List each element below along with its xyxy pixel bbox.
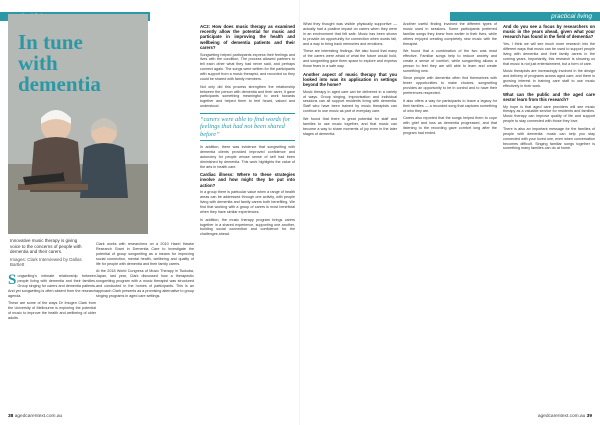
article-paragraph: Not only did this process strengthen the relationship between the person with dementia and their carer, it gave participants something meaningful to work towards together and helped them to feel heard, valued and understood. [200,84,295,109]
hero-title-line: with [18,51,58,75]
article-question: And do you see a focus by researchers on music in the years ahead, given what your research has found in the field of dementia? [503,24,595,40]
article-column [96,242,194,301]
article-paragraph: It also offers a way for participants to leave a legacy for their families — a recorded song that captures something of who they are. [403,98,497,113]
section-label: practical living [551,13,592,20]
hero-photo [8,14,148,234]
hero-title [18,32,101,95]
article-paragraph: These are some of the ways Dr Imogen Clark from the University of Melbourne is exploring the potential of music to improve the health and wellbeing of older adults. [8,301,96,320]
article-question: What can the public and the aged care sector learn from this research? [503,91,595,102]
right-page [300,0,600,425]
article-column [403,22,497,138]
article-paragraph: We found that there is great potential for staff and families to use music together, and that music can become a way to share moments of joy even in the later stages of dementia. [303,116,397,136]
article-question: AC2: How does music therapy as examined recently allow the potential for music and participate in improving the health and wellbeing of dementia patients and their carers? [200,24,295,50]
article-paragraph: My hope is that aged care providers will see music therapy as a valuable service for residents and families. Music therapy can improve quality of life and support people to stay connected with those they love. [503,104,595,124]
publication-url: agedcarentext.com.au [537,414,586,419]
article-question: Another aspect of music therapy that you looked into was its application in settings beyond the home? [303,71,397,87]
hero-title-line: In tune [18,30,83,54]
page-footer [538,414,592,419]
article-paragraph: What they thought was visible physically supportive — actually had a positive impact on carers when they were in an environment that felt safe. Music has been shown to provide an opportunity for connection when words fail, and a way to bring back memories and emotions. [303,22,397,46]
page-footer [8,414,62,419]
article-paragraph: In a group there is particular value when a range of health areas can be addressed through one activity, with people living with dementia and family carers both benefiting. We find that working with a group of carers is most beneficial when they have similar experiences. [200,190,295,215]
article-paragraph: Clark works with researchers on a 2010 Hazel Hawke Research Grant in Dementia Care to investigate the potential of group songwriting as a means for improving social connection, mental health, wellbeing and quality of life for people with dementia and their family carers. [96,242,194,266]
article-paragraph: Songwriting’s intimate relationship between people living with dementia and their families. Group singing for carers and dementia patients. And yet songwriting is often absent from the research agenda. [8,272,96,298]
article-paragraph: In addition, there was evidence that songwriting with dementia clients provided improved confidence and autonomy for people whose sense of self had been diminished by dementia. This work highlights the value of the arts in health care. [200,145,295,169]
article-paragraph: Since people with dementia often find themselves with fewer opportunities to make choices, songwriting provides an opportunity to be in control and to have their preferences respected. [403,76,497,96]
photo-credit: Images: Clark Interviewed by Dallas Bartlett [10,256,82,268]
article-paragraph: In addition, the music therapy program brings carers together in a shared experience, supporting one another, building social connection and confidence for the challenges ahead. [200,217,295,237]
pull-quote: “carers were able to find words for feelings that had not been shared before” [200,113,295,141]
article-paragraph: Songwriting helped participants express their feelings and lives with the condition. The process allowed partners to tell each other what they had never said, and perhaps connect again. The songs were written for the participants with support from a music therapist, and recorded so they could be shared with family members. [200,52,295,82]
page-number: 38 [8,414,14,419]
article-column [8,274,96,324]
article-paragraph: Carers also reported that the songs helped them to cope with grief and loss as dementia progressed, and that listening to the recording gave comfort long after the program had ended. [403,116,497,135]
article-paragraph: At the 2018 World Congress of Music Therapy in Tsukuba, Japan, last year, Clark discussed how a therapeutic songwriting program with a music therapist was structured and conducted in the homes of participants. This is an approach Clark presents as a promising alternative to group singing programs in aged care settings. [96,269,194,298]
publication-url: agedcarentext.com.au [14,414,63,419]
article-column [503,22,595,154]
hero-title-line: dementia [18,72,101,96]
photo-caption [10,238,82,268]
article-paragraph: Yes, I think we will see much more research into the different ways that music can be used to support people living with dementia and their family carers in the coming years. Importantly, this research is showing us that music is not just entertainment, but a form of care. [503,42,595,66]
article-paragraph: Music therapy in aged care can be delivered in a variety of ways. Group singing, improvisation and individual sessions can all support residents living with dementia. Staff who have been trained by music therapists can continue to use music as part of everyday care. [303,89,397,114]
page-number: 39 [586,414,592,419]
article-column [303,22,397,139]
article-column [200,22,295,240]
article-paragraph: We found that a combination of the two was most effective. Familiar songs help to reduce anxiety and create a sense of comfort, while songwriting allows a person to feel they are still able to learn and create something new. [403,49,497,73]
article-paragraph: These are interesting findings. We also found that many of the carers were afraid of what the future would hold, and songwriting gave them space to explore and express those fears in a safe way. [303,49,397,68]
article-paragraph: Music therapists are increasingly involved in the design and delivery of programs across aged care, and there is growing interest in training care staff to use music effectively in their work. [503,69,595,89]
caption-text: Innovative music therapy is giving voice to the concerns of people with dementia and their carers. [10,238,82,255]
article-paragraph: Another useful finding involved the different types of music used in sessions. Some participants preferred familiar songs they knew from earlier in their lives, while others enjoyed creating completely new music with the therapist. [403,22,497,46]
article-question: Cardiac illness: Where to these strategies involve and how might they be put into action? [200,172,295,188]
article-paragraph: There is also an important message for the families of people with dementia: music can help you stay connected with your loved one, even when conversation becomes difficult. Singing familiar songs together is something many families can do at home. [503,126,595,151]
